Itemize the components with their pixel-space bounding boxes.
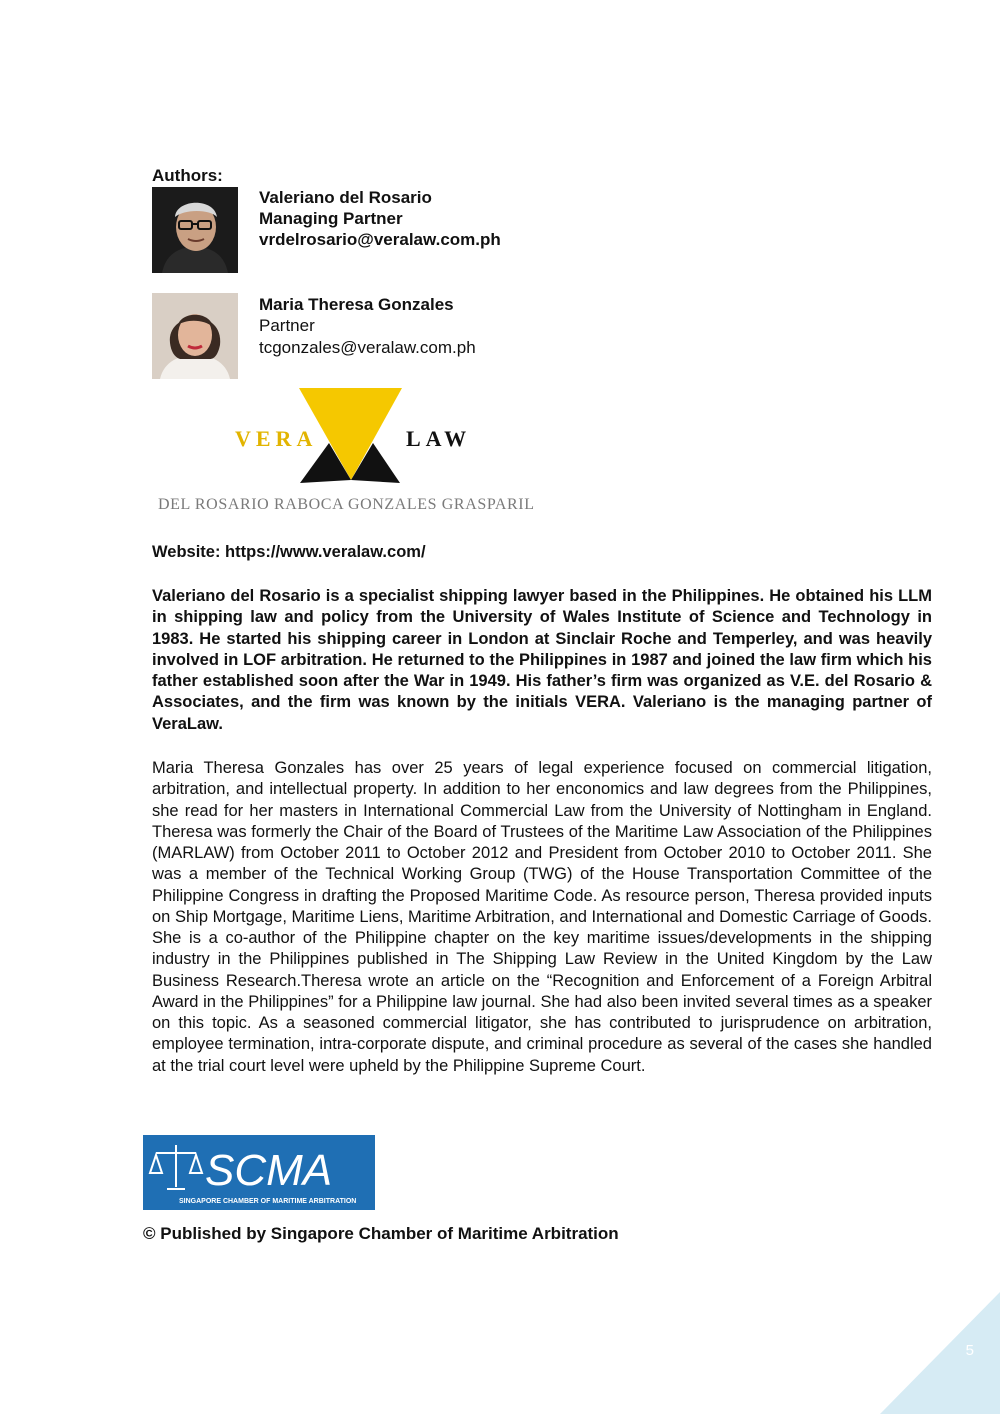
author-role: Managing Partner [259, 209, 403, 228]
author-email[interactable]: tcgonzales@veralaw.com.ph [259, 338, 476, 357]
website-link[interactable]: Website: https://www.veralaw.com/ [152, 543, 426, 561]
author-photo-valeriano [152, 187, 238, 273]
author-email[interactable]: vrdelrosario@veralaw.com.ph [259, 230, 501, 249]
bio-paragraph-valeriano: Valeriano del Rosario is a specialist shipping lawyer based in the Philippines. He obtained his LLM in shipping law and policy from the University of Wales Institute of Science and Technology in 1983. He started his shipping career in London at Sinclair Roche and Temperley, and was heavily involved in LOF arbitration. He returned to the Philippines in 1987 and joined the law firm which his father established soon after the War in 1949. His father’s firm was organized as V.E. del Rosario & Associates, and the firm was known by the initials VERA. Valeriano is the managing partner of VeraLaw. [152, 587, 932, 733]
scma-logo [143, 1135, 375, 1210]
law-word: LAW [406, 426, 472, 451]
author-photo-maria [152, 293, 238, 379]
vera-word: VERA [235, 426, 318, 451]
page-corner-decoration [880, 1292, 1000, 1414]
scma-acronym: SCMA [205, 1146, 333, 1195]
author-role: Partner [259, 316, 315, 335]
page-number: 5 [965, 1342, 974, 1359]
scma-full-name: SINGAPORE CHAMBER OF MARITIME ARBITRATION [179, 1198, 357, 1205]
authors-heading: Authors: [152, 166, 223, 185]
firm-tagline: DEL ROSARIO RABOCA GONZALES GRASPARIL [158, 496, 535, 513]
author-name: Valeriano del Rosario [259, 188, 432, 207]
veralaw-logo [150, 388, 540, 518]
author-name: Maria Theresa Gonzales [259, 295, 454, 314]
bio-paragraph-maria: Maria Theresa Gonzales has over 25 years of legal experience focused on commercial litigation, arbitration, and intellectual property. In addition to her enconomics and law degrees from the Philippines, she read for her masters in International Commercial Law from the University of Nottingham in England. Theresa was formerly the Chair of the Board of Trustees of the Maritime Law Association of the Philippines (MARLAW) from October 2011 to October 2012 and President from October 2010 to October 2011. She was a member of the Technical Working Group (TWG) of the House Transportation Committee of the Philippine Congress in drafting the Proposed Maritime Code. As resource person, Theresa provided inputs on Ship Mortgage, Maritime Liens, Maritime Arbitration, and International and Domestic Carriage of Goods. She is a co-author of the Philippine chapter on the key maritime issues/developments in the shipping industry in the Philippines published in The Shipping Law Review in the United Kingdom by the Law Business Research.Theresa wrote an article on the “Recognition and Enforcement of a Foreign Arbitral Award in the Philippines” for a Philippine law journal. She had also been invited several times as a speaker on this topic. As a seasoned commercial litigator, she has contributed to jurisprudence on arbitration, employee termination, intra-corporate dispute, and criminal procedure as several of the cases she handled at the trial court level were upheld by the Philippine Supreme Court. [152, 759, 932, 1075]
published-notice: © Published by Singapore Chamber of Maritime Arbitration [143, 1224, 619, 1243]
